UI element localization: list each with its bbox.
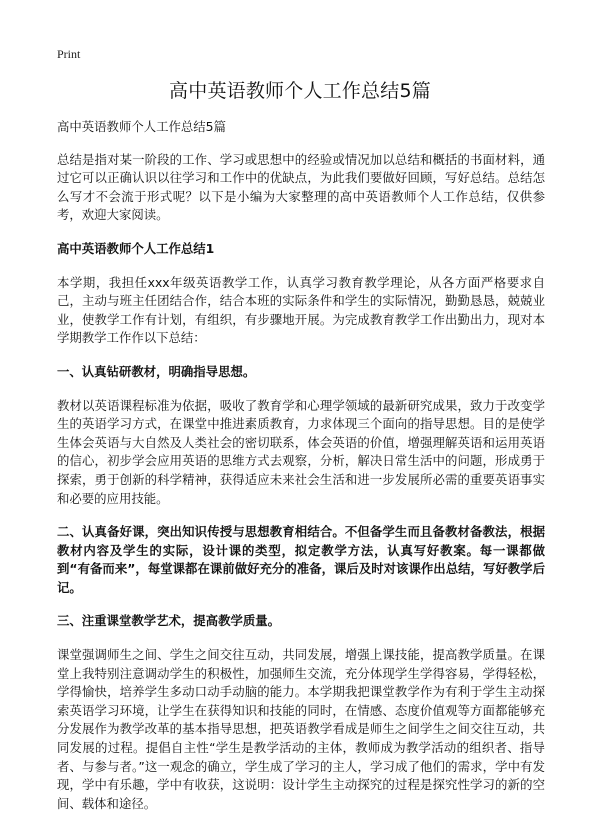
point-paragraph: 课堂强调师生之间、学生之间交往互动，共同发展，增强上课技能，提高教学质量。在课堂上我特别注意调动学生的积极性，加强师生交流，充分体现学生学得容易，学得轻松，学得愉快，培养学生多动口动手动脑的能力。本学期我把课堂教学作为有利于学生主动探索英语学习环境，让学生在获得知识和技能的同时，在情感、态度价值观等方面都能够充分发展作为教学改革的基本指导思想，把英语教学看成是师生之间学生之间交往互动，共同发展的过程。提倡自主性“学生是教学活动的主体，教师成为教学活动的组织者、指导者、与参与者。”这一观念的确立，学生成了学习的主人，学习成了他们的需求，学中有发现，学中有乐趣，学中有收获，这说明：设计学生主动探究的过程是探究性学习的新的空间、载体和途径。: [57, 647, 545, 811]
document-title: 高中英语教师个人工作总结5篇: [169, 80, 431, 102]
point-heading: 三、注重课堂教学艺术，提高教学质量。: [57, 613, 281, 629]
section-paragraph: 本学期，我担任xxx年级英语教学工作，认真学习教育教学理论，从各方面严格要求自己，主动与班主任团结合作，结合本班的实际条件和学生的实际情况，勤勤恳恳，兢兢业业，使教学工作有计划，有组织，有步骤地开展。为完成教育教学工作出勤出力，现对本学期教学工作作以下总结：: [57, 274, 545, 346]
point-paragraph-bold: 二、认真备好课，突出知识传授与思想教育相结合。不但备学生而且备教材备教法，根据教材内容及学生的实际，设计课的类型，拟定教学方法，认真写好教案。每一课都做到“有备而来”，每堂课都在课前做好充分的准备，课后及时对该课作出总结，写好教学后记。: [57, 524, 545, 595]
point-paragraph: 教材以英语课程标准为依据，吸收了教育学和心理学领域的最新研究成果，致力于改变学生的英语学习方式，在课堂中推进素质教育，力求体现三个面向的指导思想。目的是使学生体会英语与大自然及人类社会的密切联系，体会英语的价值，增强理解英语和运用英语的信心，初步学会应用英语的思维方式去观察，分析，解决日常生活中的问题，形成勇于探索，勇于创新的科学精神，获得适应未来社会生活和进一步发展所必需的重要英语事实和必要的应用技能。: [57, 397, 545, 506]
document-subtitle: 高中英语教师个人工作总结5篇: [57, 119, 226, 134]
intro-paragraph: 总结是指对某一阶段的工作、学习或思想中的经验或情况加以总结和概括的书面材料，通过它可以正确认识以往学习和工作中的优缺点，为此我们要做好回顾，写好总结。总结怎么写才不会流于形式呢？以下是小编为大家整理的高中英语教师个人工作总结，仅供参考，欢迎大家阅读。: [57, 151, 545, 223]
section-heading: 高中英语教师个人工作总结1: [57, 240, 215, 256]
document-body: [57, 118, 545, 813]
point-heading: 一、认真钻研教材，明确指导思想。: [57, 363, 256, 379]
print-link[interactable]: Print: [57, 47, 81, 61]
